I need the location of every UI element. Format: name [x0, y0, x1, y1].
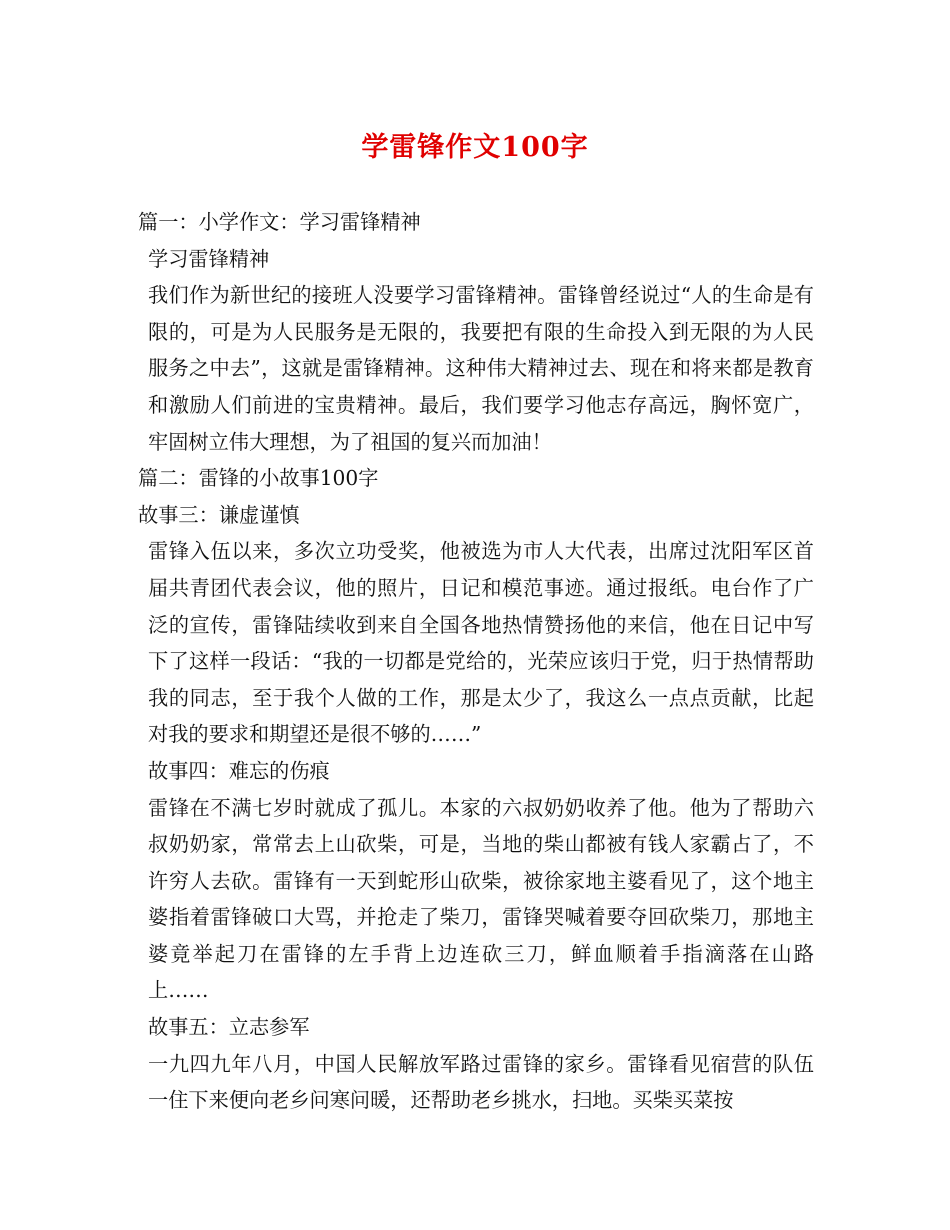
- paragraph: 雷锋在不满七岁时就成了孤儿。本家的六叔奶奶收养了他。他为了帮助六叔奶奶家，常常去上山砍柴，可是，当地的柴山都被有钱人家霸占了，不许穷人去砍。雷锋有一天到蛇形山砍柴，被徐家地主婆看见了，这个地主婆指着雷锋破口大骂，并抢走了柴刀，雷锋哭喊着要夺回砍柴刀，那地主婆竟举起刀在雷锋的左手背上边连砍三刀，鲜血顺着手指滴落在山路上……: [148, 795, 814, 1003]
- story-heading: 故事五：立志参军: [148, 1015, 310, 1040]
- paragraph: 一九四九年八月，中国人民解放军路过雷锋的家乡。雷锋看见宿营的队伍一住下来便向老乡问寒问暖，还帮助老乡挑水，扫地。买柴买菜按: [148, 1051, 814, 1113]
- section-heading: 篇二：雷锋的小故事100字: [138, 466, 379, 491]
- paragraph: 雷锋入伍以来，多次立功受奖，他被选为市人大代表，出席过沈阳军区首届共青团代表会议，他的照片，日记和模范事迹。通过报纸。电台作了广泛的宣传，雷锋陆续收到来自全国各地热情赞扬他的来信，他在日记中写下了这样一段话：“我的一切都是党给的，光荣应该归于党，归于热情帮助我的同志，至于我个人做的工作，那是太少了，我这么一点点贡献，比起对我的要求和期望还是很不够的……”: [148, 539, 814, 747]
- story-heading: 故事四：难忘的伤痕: [148, 758, 330, 783]
- section-heading: 篇一：小学作文：学习雷锋精神: [138, 210, 421, 234]
- document-body: [138, 204, 814, 1119]
- paragraph: 我们作为新世纪的接班人没要学习雷锋精神。雷锋曾经说过“人的生命是有限的，可是为人民服务是无限的，我要把有限的生命投入到无限的为人民服务之中去”，这就是雷锋精神。这种伟大精神过去、现在和将来都是教育和激励人们前进的宝贵精神。最后，我们要学习他志存高远，胸怀宽广，牢固树立伟大理想，为了祖国的复兴而加油！: [148, 283, 814, 454]
- story-heading: 故事三：谦虚谨慎: [138, 502, 300, 527]
- sub-heading: 学习雷锋精神: [148, 246, 270, 271]
- document-title: 学雷锋作文100字: [361, 132, 589, 163]
